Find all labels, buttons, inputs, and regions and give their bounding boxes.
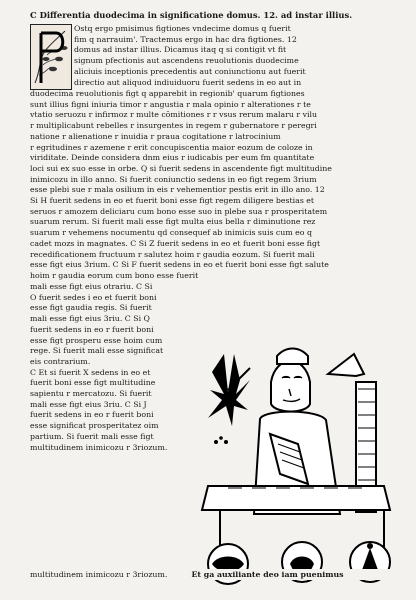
text-line: suarum rerum. Si fuerit mali esse figt multa eius bella r diminutione rez xyxy=(30,217,316,227)
text-line: viriditate. Deinde considera dnm eius r iudicabis per eum fm quantitate xyxy=(30,153,315,163)
text-line: mali esse figt eius 3riu. C Si Q xyxy=(30,314,150,324)
text-line: eis contrarium. xyxy=(30,356,91,366)
text-line: r egritudines r azemene r erit concupiscentia maior eozum de coloze in xyxy=(30,142,313,152)
text-line: vtatio seruozu r infirmoz r multe cōmitiones r r vsus rerum malaru r vilu xyxy=(30,110,318,120)
text-line: multitudinem inimicozu r 3riozum. xyxy=(30,442,168,452)
closing-line-left: multitudinem inimicozu r 3riozum. xyxy=(30,570,168,579)
text-line: esse figt prosperu esse hoim cum xyxy=(30,335,163,345)
decorated-initial-letter-p-icon xyxy=(31,25,71,89)
text-line: domus ad instar illius. Dicamus itaq q si contigit vt fit xyxy=(74,45,287,55)
text-line: loci sui ex suo esse in orbe. Q si fuerit sedens in ascendente figt multitudine xyxy=(30,163,332,173)
text-line: cadet mozs in magnates. C Si Z fuerit sedens in eo et fuerit boni esse figt xyxy=(30,238,321,248)
text-line: O fuerit sedes i eo et fuerit boni xyxy=(30,292,157,302)
text-line: seruos r amozem deliciaru cum bono esse suo in plebe sua r prosperitatem xyxy=(30,206,328,216)
text-line: esse figt eius 3rium. C Si F fuerit sedens in eo et fuerit boni esse figt salute xyxy=(30,260,329,270)
text-line: fuerit sedens in eo r fuerit boni xyxy=(30,410,154,420)
text-line: fuerit boni esse figt multitudine xyxy=(30,378,156,388)
text-line: esse significat prosperitatez oim xyxy=(30,421,159,431)
text-line: duodecima reuolutionis figt q apparebit in regionib' quarum figtiones xyxy=(30,89,305,98)
text-line: aliciuis inceptionis precedentis aut coniunctionu aut fuerit xyxy=(74,66,306,76)
text-line: C Et si fuerit X sedens in eo et xyxy=(30,367,151,377)
text-line: sapientu r mercatozu. Si fuerit xyxy=(30,389,152,398)
text-line: fuerit sedens in eo r fuerit boni xyxy=(30,324,154,334)
text-line: natione r alienatione r inuidia r praua cogitatione r latrocinium xyxy=(30,131,281,141)
text-line: rege. Si fuerit mali esse significat xyxy=(30,346,164,356)
text-line: sunt illius figni iniuria timor r angustia r mala opinio r alterationes r te xyxy=(30,99,311,109)
text-line: r multiplicabunt rebelles r insurgentes in regem r gubernatore r peregri xyxy=(30,121,317,131)
woodcut-illustration xyxy=(188,334,416,589)
text-line: esse plebi sue r mala osilium in eis r vehementior pestis erit in illo ano. 12 xyxy=(30,185,325,195)
chapter-heading: C Differentia duodecima in significatione domus. 12. ad instar illius. xyxy=(30,10,353,20)
text-line: signum pfectionis aut ascendens reuolutionis duodecime xyxy=(74,56,299,66)
text-line: fim q narrauim'. Tractemus ergo in hac dra figtiones. 12 xyxy=(74,34,297,44)
text-line: inimicozu in illo anno. Si fuerit coniunctio sedens in eo figt regem 3rium xyxy=(30,174,317,184)
text-line: suarum r vehemens nocumentu qd consequef ab inimicis suis cum eo q xyxy=(30,228,312,238)
closing-line xyxy=(30,569,412,580)
text-line: hoim r gaudia eorum cum bono esse fuerit xyxy=(30,270,199,280)
text-line: mali esse figt eius 3riu. C Si J xyxy=(30,399,147,409)
text-line: Ostq ergo pmisimus figtiones vndecime domus q fuerit xyxy=(74,24,291,33)
text-line: directio aut aliquod indiuiduoru fuerit sedens in eo aut in xyxy=(74,77,302,87)
decorated-initial xyxy=(30,24,72,90)
text-line: partium. Si fuerit mali esse figt xyxy=(30,431,154,441)
text-line: esse figt gaudia regis. Si fuerit xyxy=(30,303,152,313)
text-line: recedificationem fructuum r salutez hoim r gaudia eozum. Si fuerit mali xyxy=(30,249,315,259)
closing-line-right: Et ga auxiliante deo iam puenimus xyxy=(191,569,411,580)
text-line: Si H fuerit sedens in eo et fuerit boni esse figt regem diligere bestias et xyxy=(30,196,315,205)
text-line: mali esse figt eius otrariu. C Si xyxy=(30,282,153,291)
woodcut-scholar-scene-icon xyxy=(188,334,416,589)
